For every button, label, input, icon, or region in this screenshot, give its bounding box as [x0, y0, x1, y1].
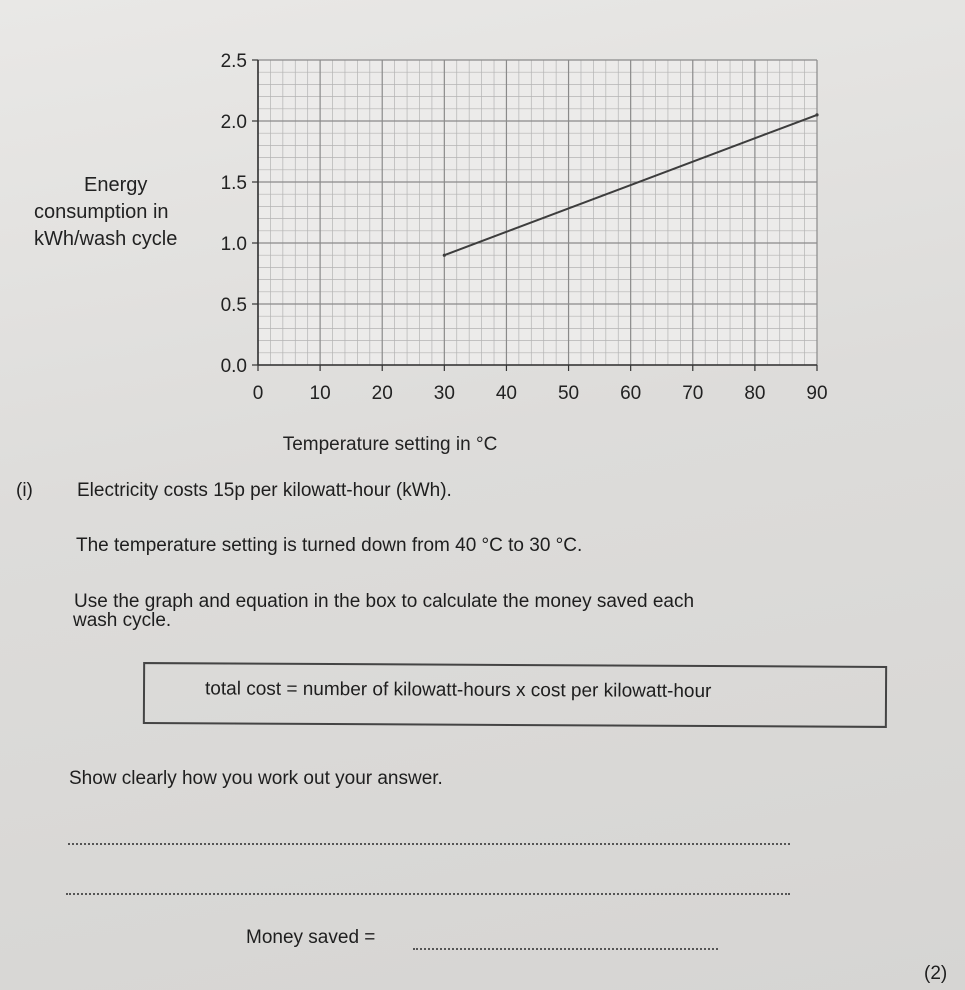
x-tick-label: 60	[620, 383, 642, 404]
grid-minor-lines	[258, 60, 817, 365]
x-tick-label: 90	[806, 383, 828, 404]
question-line-temperature: The temperature setting is turned down from 40 °C to 30 °C.	[76, 535, 583, 556]
data-point	[443, 254, 446, 257]
working-line-1[interactable]	[68, 843, 790, 845]
y-tick-label: 1.0	[220, 234, 247, 255]
question-line-use-graph: Use the graph and equation in the box to calculate the money saved each	[74, 591, 695, 612]
question-line-cost: Electricity costs 15p per kilowatt-hour (kWh).	[77, 480, 452, 501]
x-tick-label: 40	[495, 383, 518, 404]
x-tick-label: 50	[557, 383, 580, 404]
x-tick-label: 10	[309, 383, 331, 404]
y-tick-label: 0.5	[220, 295, 247, 316]
x-axis-label: Temperature setting in °C	[282, 434, 498, 455]
y-axis-label-line-3: kWh/wash cycle	[34, 228, 178, 250]
y-tick-label: 2.5	[220, 51, 247, 72]
x-tick-label: 80	[744, 383, 766, 404]
question-part-label: (i)	[16, 480, 33, 501]
x-tick-label: 0	[252, 383, 264, 404]
instruction-text: Show clearly how you work out your answer.	[69, 768, 443, 789]
y-tick-label: 2.0	[220, 112, 247, 133]
plot-area	[258, 60, 817, 365]
formula-box	[143, 662, 887, 728]
working-line-2[interactable]	[66, 893, 790, 895]
data-point	[815, 113, 818, 116]
y-axis-label-line-2: consumption in	[34, 201, 169, 223]
x-tick-label: 70	[682, 383, 704, 404]
x-tick-label: 20	[371, 383, 393, 404]
y-axis-label-line-1: Energy	[84, 174, 148, 196]
x-tick-label: 30	[433, 383, 455, 404]
answer-line[interactable]	[413, 948, 718, 950]
y-tick-label: 0.0	[220, 356, 247, 377]
marks-label: (2)	[924, 963, 948, 984]
answer-label: Money saved =	[246, 927, 376, 948]
question-line-wash-cycle: wash cycle.	[73, 610, 172, 631]
y-tick-label: 1.5	[220, 173, 247, 194]
formula-text: total cost = number of kilowatt-hours x cost per kilowatt-hour	[204, 678, 712, 703]
